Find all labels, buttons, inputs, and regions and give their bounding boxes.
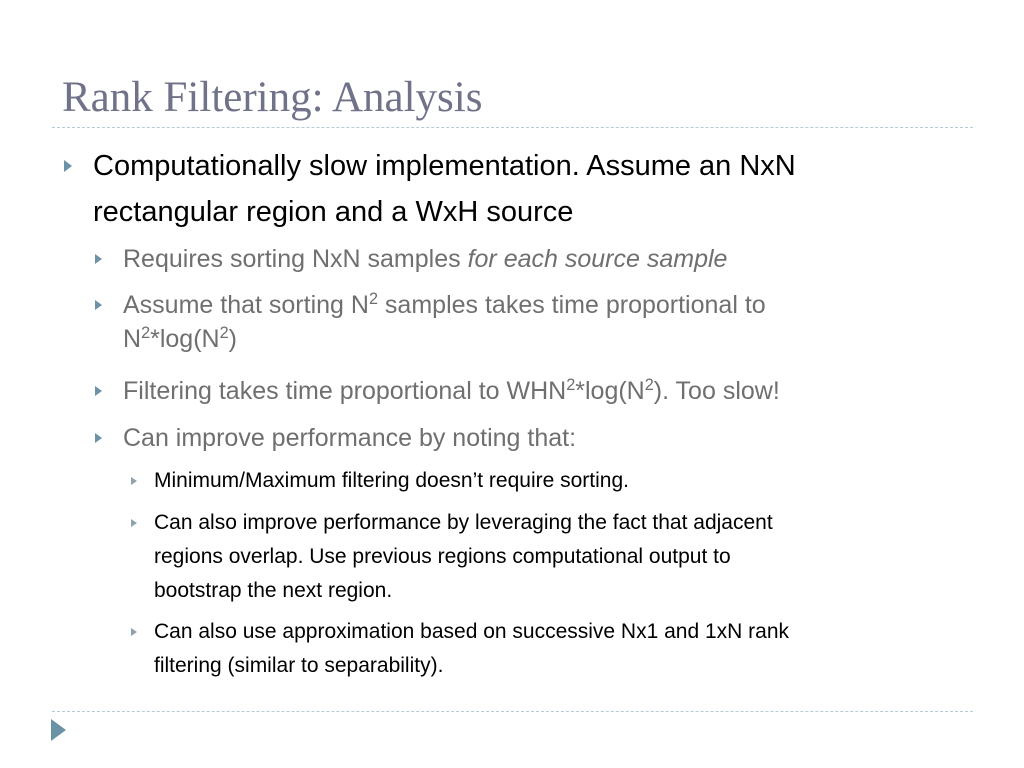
sub-bullet-triangle-icon: [131, 628, 137, 636]
bullet-text: Requires sorting NxN samples: [123, 245, 468, 273]
bullet-assume-sorting: [123, 288, 766, 356]
sub-bullet-triangle-icon: [131, 519, 137, 527]
bullet-text: ). Too slow!: [653, 377, 780, 405]
bullet-text: Assume that sorting N: [123, 291, 369, 319]
title-divider: [52, 127, 973, 128]
superscript: 2: [141, 324, 151, 343]
bullet-line: filtering (similar to separability).: [154, 654, 444, 677]
play-icon[interactable]: [51, 719, 66, 741]
bullet-line: bootstrap the next region.: [154, 579, 393, 602]
slide-title: Rank Filtering: Analysis: [62, 74, 483, 121]
bullet-text: Can improve performance by noting that:: [123, 424, 577, 452]
sub-bullet-overlap: [154, 506, 773, 608]
bullet-triangle-icon: [95, 433, 102, 443]
bullet-can-improve: [123, 421, 576, 455]
bullet-text: Minimum/Maximum filtering doesn’t require sorting.: [154, 469, 629, 492]
bullet-filtering-time: [123, 374, 780, 408]
bullet-line: regions overlap. Use previous regions computational output to: [154, 545, 731, 568]
bullet-line: Can also improve performance by leveraging the fact that adjacent: [154, 511, 773, 534]
superscript: 2: [368, 290, 378, 309]
sub-bullet-approximation: [154, 615, 789, 683]
sub-bullet-min-max: [154, 464, 629, 498]
bullet-line: rectangular region and a WxH source: [93, 196, 574, 228]
bullet-computationally-slow: [93, 143, 796, 235]
superscript: 2: [219, 324, 229, 343]
bullet-line: Computationally slow implementation. Assume an NxN: [93, 150, 796, 182]
sub-bullet-triangle-icon: [131, 477, 137, 485]
superscript: 2: [644, 376, 654, 395]
bullet-text: *log(N: [575, 377, 645, 405]
bullet-triangle-icon: [95, 254, 102, 264]
bullet-text: N: [123, 325, 142, 353]
bullet-text: ): [228, 325, 237, 353]
bullet-triangle-icon: [95, 386, 102, 396]
bullet-text: Filtering takes time proportional to WHN: [123, 377, 567, 405]
bullet-text: *log(N: [150, 325, 220, 353]
superscript: 2: [566, 376, 576, 395]
bullet-italic-text: for each source sample: [467, 245, 728, 273]
bullet-requires-sorting: [123, 242, 727, 276]
footer-divider: [52, 711, 973, 712]
bullet-triangle-icon: [64, 160, 72, 172]
bullet-triangle-icon: [95, 300, 102, 310]
bullet-text: samples takes time proportional to: [377, 291, 766, 319]
bullet-line: Can also use approximation based on successive Nx1 and 1xN rank: [154, 620, 790, 643]
